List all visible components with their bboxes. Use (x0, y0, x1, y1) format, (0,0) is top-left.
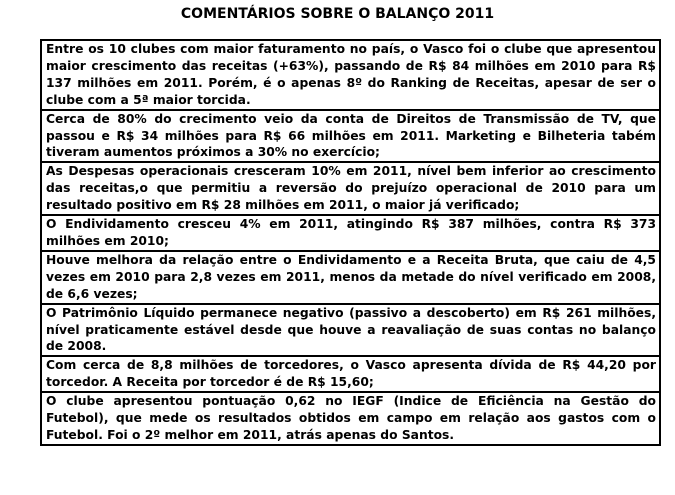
page-title: COMENTÁRIOS SOBRE O BALANÇO 2011 (180, 6, 495, 22)
comment-item: O clube apresentou pontuação 0,62 no IEGF (Indice de Eficiência na Gestão do Futebol), que mede os resultados obtidos em campo em relação aos gastos com o Futebol. Foi o 2º melhor em 2011, atrás apenas do Santos. (46, 394, 656, 442)
comments-table (40, 39, 661, 446)
comment-item: As Despesas operacionais cresceram 10% em 2011, nível bem inferior ao crescimento das receitas,o que permitiu a reversão do prejuízo operacional de 2010 para um resultado positivo em R$ 28 milhões em 2011, o maior já verificado; (42, 163, 659, 216)
comment-item: O Endividamento cresceu 4% em 2011, atingindo R$ 387 milhões, contra R$ 373 milhões em 2010; (42, 216, 659, 252)
comment-item: Com cerca de 8,8 milhões de torcedores, o Vasco apresenta dívida de R$ 44,20 por torcedor. A Receita por torcedor é de R$ 15,60; (42, 357, 659, 393)
comment-item: Entre os 10 clubes com maior faturamento no país, o Vasco foi o clube que apresentou maior crescimento das receitas (+63%), passando de R$ 84 milhões em 2010 para R$ 137 milhões em 2011. Porém, é o apenas 8º do Ranking de Receitas, apesar de ser o clube com a 5ª maior torcida. (42, 41, 659, 111)
comment-item: Houve melhora da relação entre o Endividamento e a Receita Bruta, que caiu de 4,5 vezes em 2010 para 2,8 vezes em 2011, menos da metade do nível verificado em 2008, de 6,6 vezes; (42, 252, 659, 305)
comment-item: Cerca de 80% do crecimento veio da conta de Direitos de Transmissão de TV, que passou e R$ 34 milhões para R$ 66 milhões em 2011. Marketing e Bilheteria tabém tiveram aumentos próximos a 30% no exercício; (42, 111, 659, 164)
comment-item: O Patrimônio Líquido permanece negativo (passivo a descoberto) em R$ 261 milhões, nível praticamente estável desde que houve a reavaliação de suas contas no balanço de 2008. (42, 305, 659, 358)
